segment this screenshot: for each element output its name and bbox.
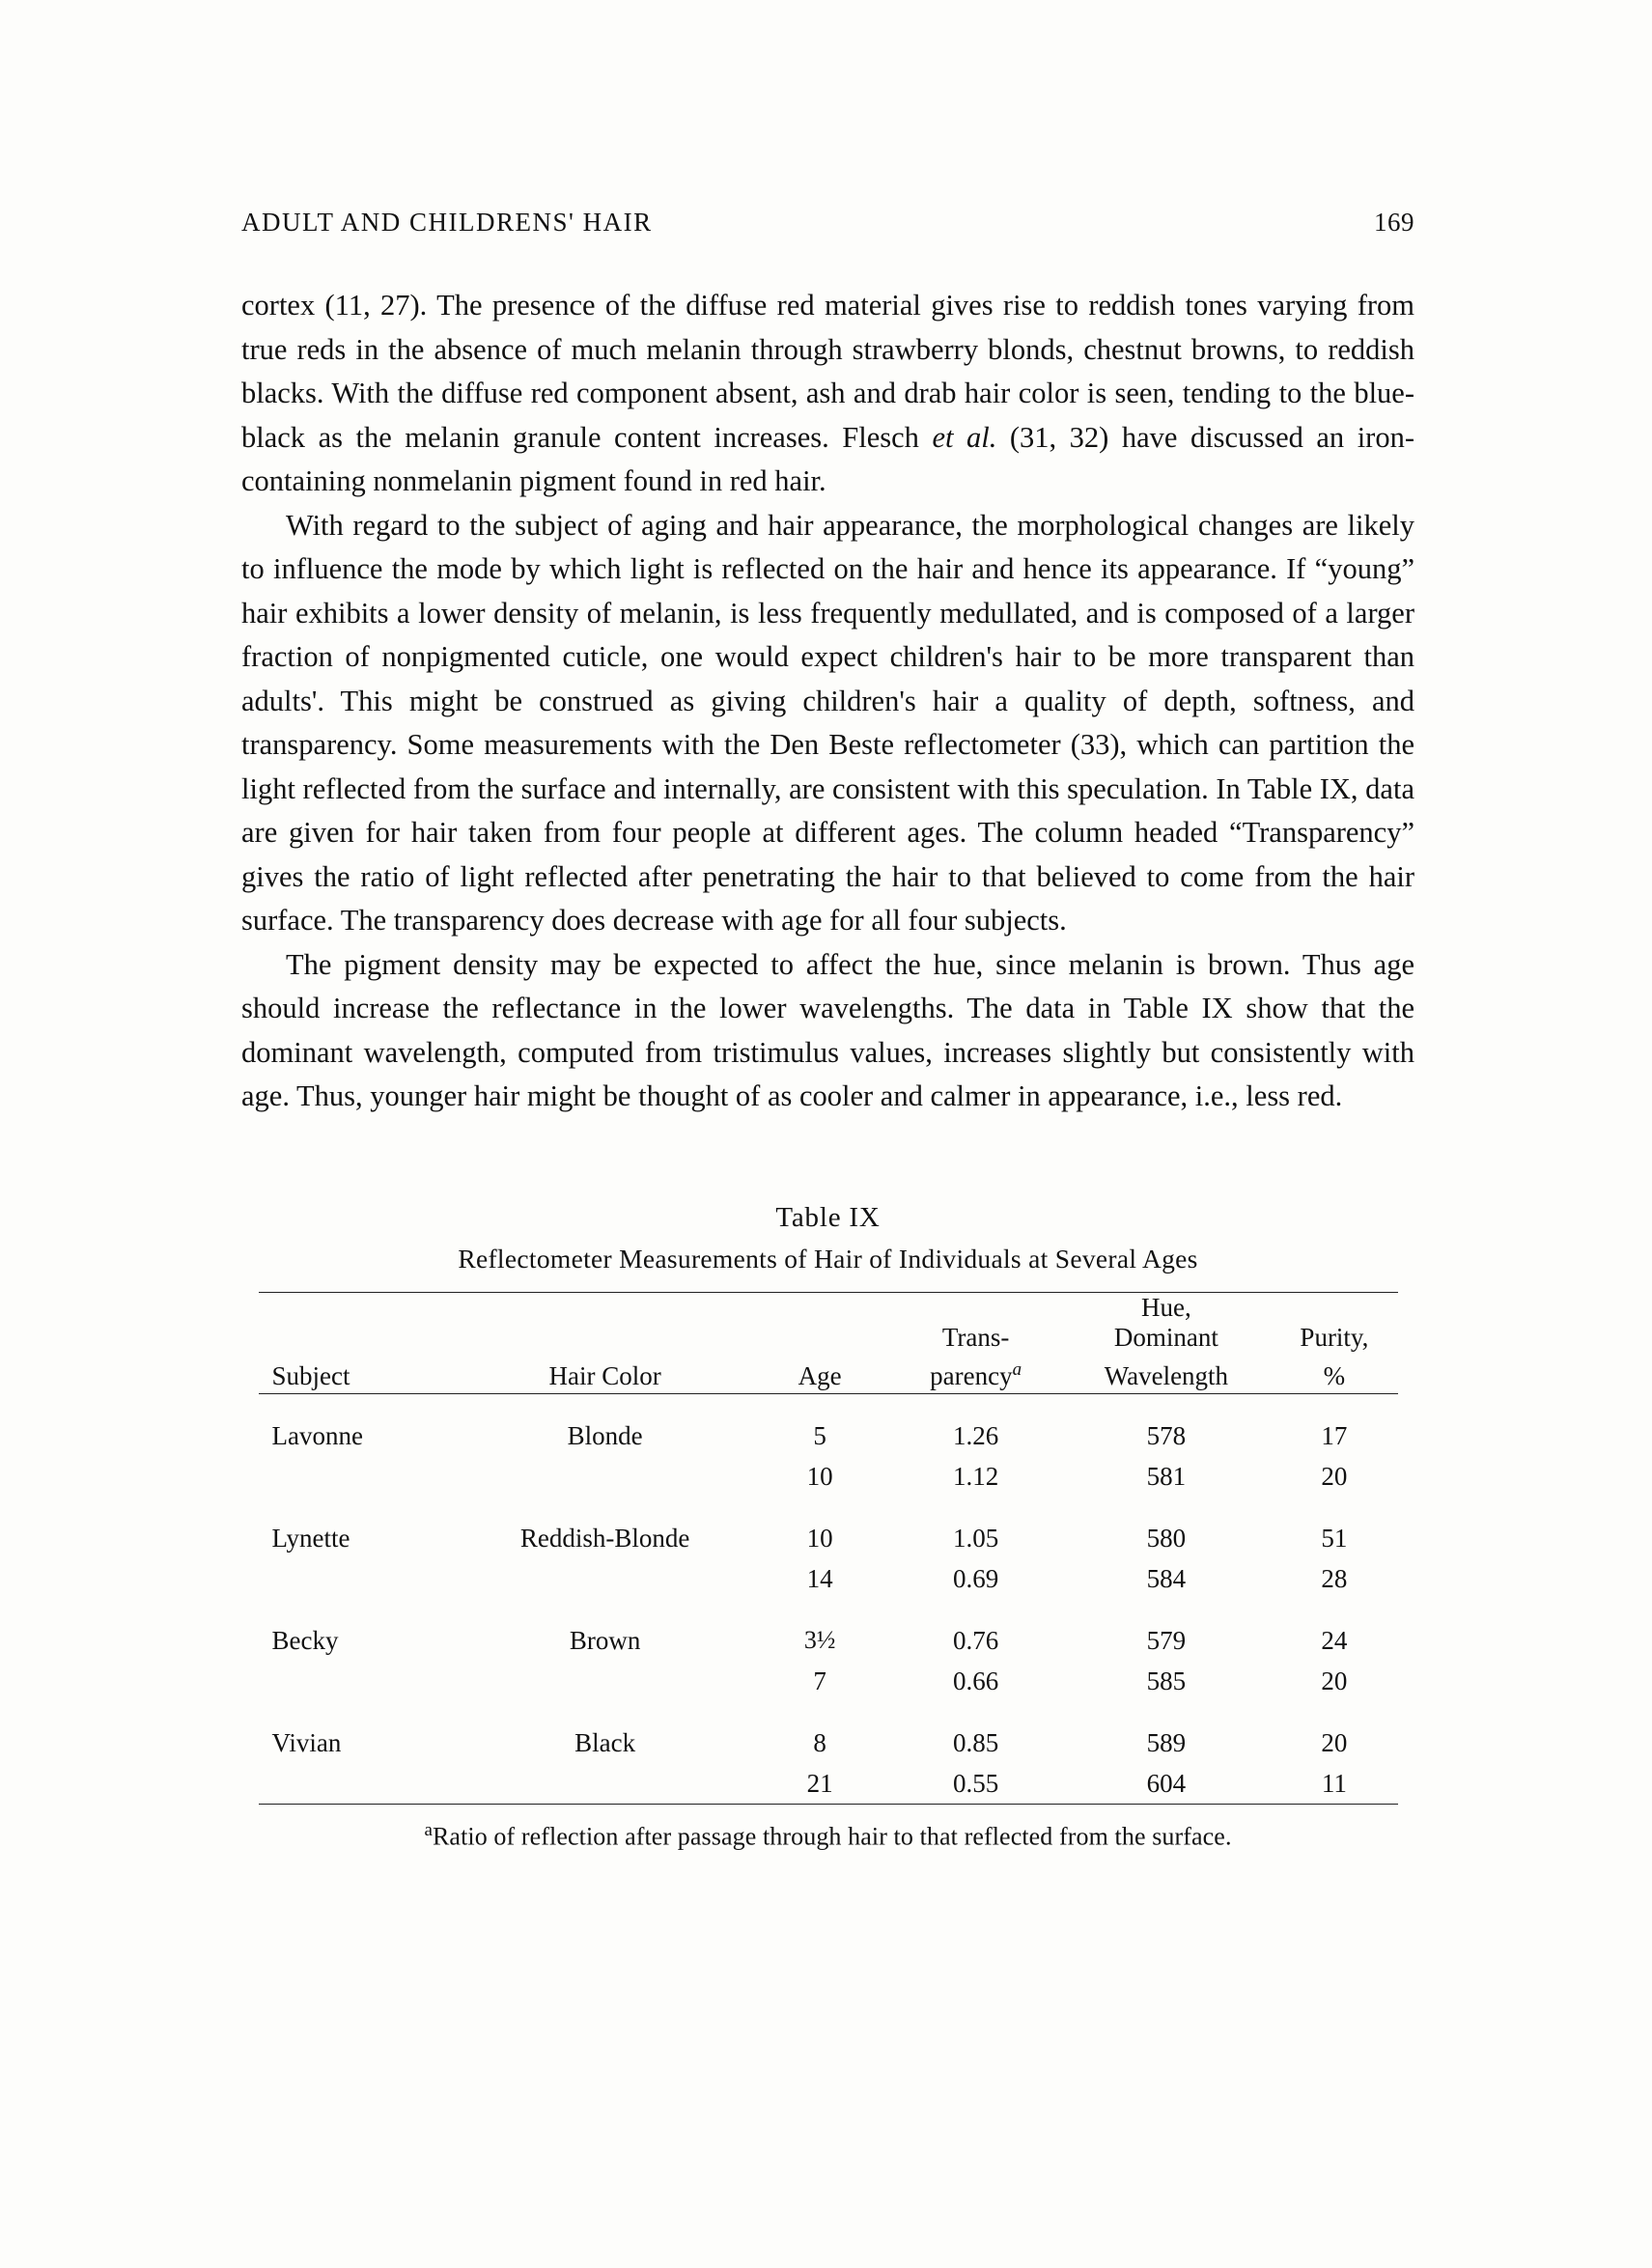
cell-hue: 580 (1146, 1523, 1187, 1553)
cell-hue: 604 (1061, 1763, 1271, 1805)
cell-purity: 20 (1321, 1666, 1348, 1695)
cell-hair-color: Brown (569, 1625, 641, 1655)
footnote-superscript: a (424, 1819, 433, 1840)
header-hue-line3: Wavelength (1061, 1353, 1271, 1394)
cell-transparency: 1.12 (952, 1461, 999, 1491)
cell-subject: Lynette (271, 1523, 350, 1553)
table-row (259, 1701, 1398, 1763)
cell-hue: 579 (1146, 1625, 1187, 1655)
table-row (259, 1558, 1398, 1599)
table-header-row-upper (259, 1293, 1398, 1323)
table-number: Table IX (775, 1201, 881, 1233)
table-row (259, 1661, 1398, 1701)
table-row (259, 1763, 1398, 1805)
table-row (259, 1599, 1398, 1661)
header-transparency-superscript: a (1012, 1358, 1022, 1380)
header-purity-line1: Purity, (1300, 1322, 1369, 1352)
cell-subject (259, 1456, 461, 1497)
cell-hair-color (461, 1661, 750, 1701)
cell-hue: 584 (1146, 1563, 1187, 1593)
cell-hair-color (461, 1763, 750, 1805)
table-row (259, 1456, 1398, 1497)
cell-purity: 51 (1321, 1523, 1348, 1553)
table-block (241, 1202, 1414, 1852)
cell-hair-color: Reddish-Blonde (519, 1523, 690, 1553)
cell-purity: 24 (1321, 1625, 1348, 1655)
footnote-text: Ratio of reflection after passage through hair to that reflected from the surface. (432, 1822, 1232, 1851)
cell-subject: Lavonne (271, 1420, 363, 1450)
cell-transparency: 0.85 (952, 1727, 999, 1757)
paragraph-1-continued: (31, 32) have discussed an iron-containing nonmelanin pigment found in red hair. (241, 420, 1414, 497)
cell-purity: 11 (1271, 1763, 1397, 1805)
cell-hue: 578 (1146, 1420, 1187, 1450)
header-hue-line2: Dominant (1113, 1322, 1218, 1352)
cell-transparency: 0.76 (952, 1625, 999, 1655)
cell-subject (259, 1763, 461, 1805)
cell-age: 7 (813, 1666, 826, 1695)
cell-hair-color (461, 1558, 750, 1599)
cell-transparency: 1.05 (952, 1523, 999, 1553)
table-group-vivian (259, 1701, 1398, 1805)
header-age: Age (750, 1353, 890, 1394)
running-title: ADULT AND CHILDRENS' HAIR (241, 208, 653, 237)
cell-hair-color: Black (574, 1727, 636, 1757)
header-subject: Subject (259, 1353, 461, 1394)
paragraph-3: The pigment density may be expected to affect the hue, since melanin is brown. Thus age should increase the reflectance in the lower wavelengths. The data in Table IX show that the dominant wavelength, computed from tristimulus values, increases slightly but consistently with age. Thus, younger hair might be thought of as cooler and calmer in appearance, i.e., less red. (241, 947, 1414, 1112)
paragraph-1-italic: et al. (932, 420, 997, 454)
header-hair-color: Hair Color (461, 1353, 750, 1394)
cell-age: 3½ (803, 1625, 836, 1654)
cell-subject (259, 1661, 461, 1701)
paragraph-2: With regard to the subject of aging and hair appearance, the morphological changes are likely to influence the mode by which light is reflected on the hair and hence its appearance. If “young” hair exhibits a lower density of melanin, is less frequently medullated, and is composed of a larger fraction of nonpigmented cuticle, one would expect children's hair to be more transparent than adults'. This might be construed as giving children's hair a quality of depth, softness, and transparency. Some measurements with the Den Beste reflectometer (33), which can partition the light reflected from the surface and internally, are consistent with this speculation. In Table IX, data are given for hair taken from four people at different ages. The column headed “Transparency” gives the ratio of light reflected after penetrating the hair to that believed to come from the hair surface. The transparency does decrease with age for all four subjects. (241, 508, 1414, 937)
table-group-lavonne (259, 1393, 1398, 1497)
running-head (241, 208, 1414, 238)
cell-purity: 28 (1321, 1563, 1348, 1593)
cell-transparency: 0.55 (890, 1763, 1062, 1805)
paragraph-1-text: cortex (11, 27). The presence of the diffuse red material gives rise to reddish tones varying from true reds in the absence of much melanin through strawberry blonds, chestnut browns, to reddish blacks. With the diffuse red component absent, ash and drab hair color is seen, tending to the blue-black as the melanin granule content increases. Flesch (241, 289, 1414, 454)
header-hue-line1: Hue, (1141, 1292, 1191, 1322)
cell-age: 14 (806, 1563, 833, 1593)
cell-purity: 20 (1321, 1461, 1348, 1491)
table-caption: Reflectometer Measurements of Hair of Individuals at Several Ages (458, 1243, 1198, 1274)
table-group-lynette (259, 1497, 1398, 1599)
paragraph-1 (241, 284, 1414, 504)
cell-purity: 20 (1321, 1727, 1348, 1757)
cell-transparency: 1.26 (952, 1420, 999, 1450)
cell-age: 10 (806, 1523, 833, 1553)
cell-subject: Becky (271, 1625, 339, 1655)
cell-age: 10 (806, 1461, 833, 1491)
header-transparency-text: parency (930, 1360, 1013, 1390)
page-content (241, 208, 1414, 1851)
cell-hue: 589 (1146, 1727, 1187, 1757)
cell-transparency: 0.69 (952, 1563, 999, 1593)
table-row (259, 1393, 1398, 1456)
table-header (259, 1292, 1398, 1393)
cell-age: 21 (750, 1763, 890, 1805)
cell-transparency: 0.66 (952, 1666, 999, 1695)
cell-age: 8 (813, 1727, 826, 1757)
table-group-becky (259, 1599, 1398, 1701)
table-row (259, 1497, 1398, 1558)
reflectometer-table (259, 1292, 1398, 1805)
table-header-row-lower (259, 1353, 1398, 1394)
page-number: 169 (1374, 208, 1414, 237)
cell-hair-color (461, 1456, 750, 1497)
cell-hair-color: Blonde (567, 1420, 643, 1450)
cell-subject: Vivian (271, 1727, 342, 1757)
cell-hue: 581 (1146, 1461, 1187, 1491)
cell-subject (259, 1558, 461, 1599)
header-transparency-line2 (890, 1353, 1062, 1394)
cell-age: 5 (813, 1420, 826, 1450)
table-header-row-middle (259, 1323, 1398, 1353)
header-purity-line2: % (1271, 1353, 1397, 1394)
cell-hue: 585 (1146, 1666, 1187, 1695)
header-transparency-line1: Trans- (941, 1322, 1010, 1352)
cell-purity: 17 (1321, 1420, 1348, 1450)
table-footnote (259, 1820, 1398, 1852)
